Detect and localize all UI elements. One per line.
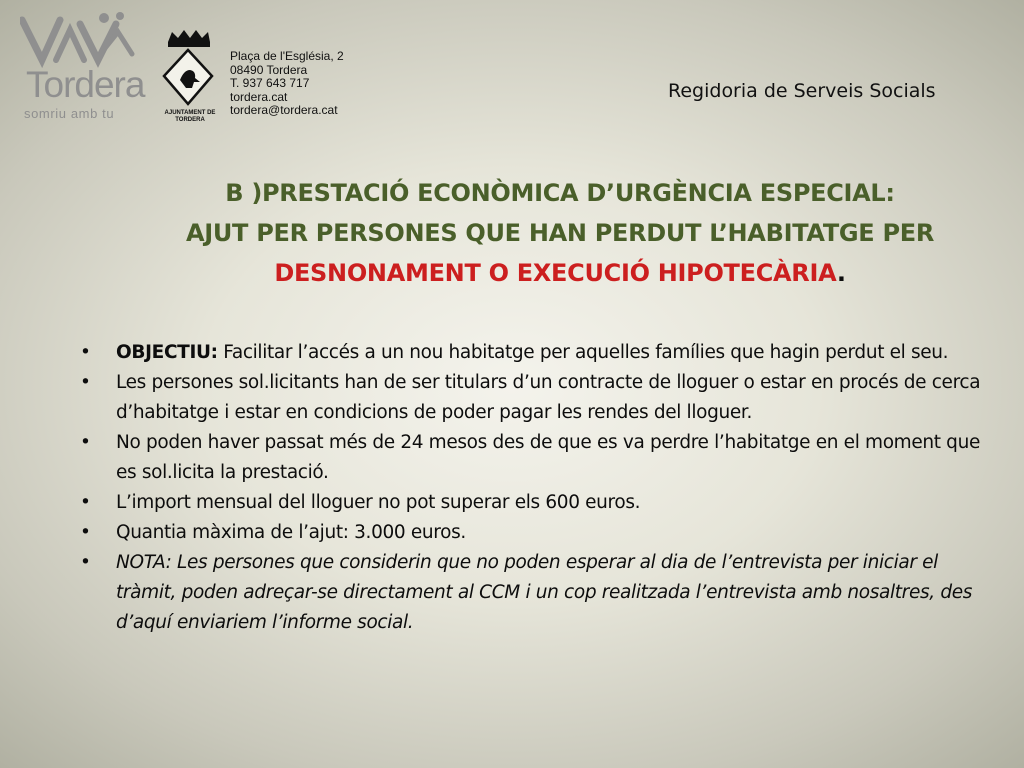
- list-item: [80, 518, 985, 548]
- title-period: .: [836, 259, 846, 287]
- bullet-icon: •: [80, 552, 91, 573]
- list-item-text: No poden haver passat més de 24 mesos des de que es va perdre l’habitatge en el moment que es sol.licita la prestació.: [116, 432, 980, 483]
- objective-label: OBJECTIU:: [116, 342, 218, 363]
- title-line-1: B )PRESTACIÓ ECONÒMICA D’URGÈNCIA ESPECIAL:: [225, 179, 895, 207]
- title-line-2: AJUT PER PERSONES QUE HAN PERDUT L’HABITATGE PER: [185, 219, 935, 247]
- list-item-text: L’import mensual del lloguer no pot superar els 600 euros.: [116, 492, 641, 513]
- ajuntament-shield: [160, 30, 216, 123]
- bullet-list: [80, 338, 985, 638]
- email-link[interactable]: tordera@tordera.cat: [230, 103, 338, 117]
- title-line-3: [100, 253, 1020, 293]
- objective-text: Facilitar l’accés a un nou habitatge per aquelles famílies que hagin perdut el seu.: [217, 342, 949, 363]
- bullet-icon: •: [80, 372, 91, 393]
- address-block: [230, 50, 344, 118]
- coat-caption: AJUNTAMENT DE TORDERA: [164, 110, 216, 123]
- brand-tagline: somriu amb tu: [24, 106, 115, 121]
- brand-name: Tordera: [26, 64, 145, 105]
- viu-logo-mark-icon: [20, 10, 140, 70]
- viu-tordera-logo: [20, 10, 145, 121]
- department-name: Regidoria de Serveis Socials: [668, 80, 936, 102]
- website-link[interactable]: tordera.cat: [230, 89, 288, 104]
- bullet-icon: •: [80, 342, 91, 363]
- note-text: NOTA: Les persones que considerin que no poden esperar al dia de l’entrevista per iniciar el tràmit, poden adreçar-se directament al CCM i un cop realitzada l’entrevista amb nosaltres, des d’aquí enviariem l’informe social.: [116, 552, 973, 633]
- address-line: 08490 Tordera: [230, 62, 308, 77]
- slide-title: [100, 173, 1020, 293]
- bullet-icon: •: [80, 522, 91, 543]
- note-item: [80, 548, 985, 638]
- list-item-text: Les persones sol.licitants han de ser titulars d’un contracte de lloguer o estar en procés de cerca d’habitatge i estar en condicions de poder pagar les rendes del lloguer.: [116, 372, 981, 423]
- title-highlight: DESNONAMENT O EXECUCIÓ HIPOTECÀRIA: [274, 259, 837, 287]
- list-item: [80, 368, 985, 428]
- list-item: [80, 488, 985, 518]
- bullet-icon: •: [80, 492, 91, 513]
- crown-shield-icon: [160, 30, 216, 108]
- list-item-text: Quantia màxima de l’ajut: 3.000 euros.: [116, 522, 466, 543]
- address-line: Plaça de l'Església, 2: [230, 49, 344, 63]
- bullet-icon: •: [80, 432, 91, 453]
- list-item: [80, 338, 985, 368]
- list-item: [80, 428, 985, 488]
- phone-line: T. 937 643 717: [230, 76, 310, 90]
